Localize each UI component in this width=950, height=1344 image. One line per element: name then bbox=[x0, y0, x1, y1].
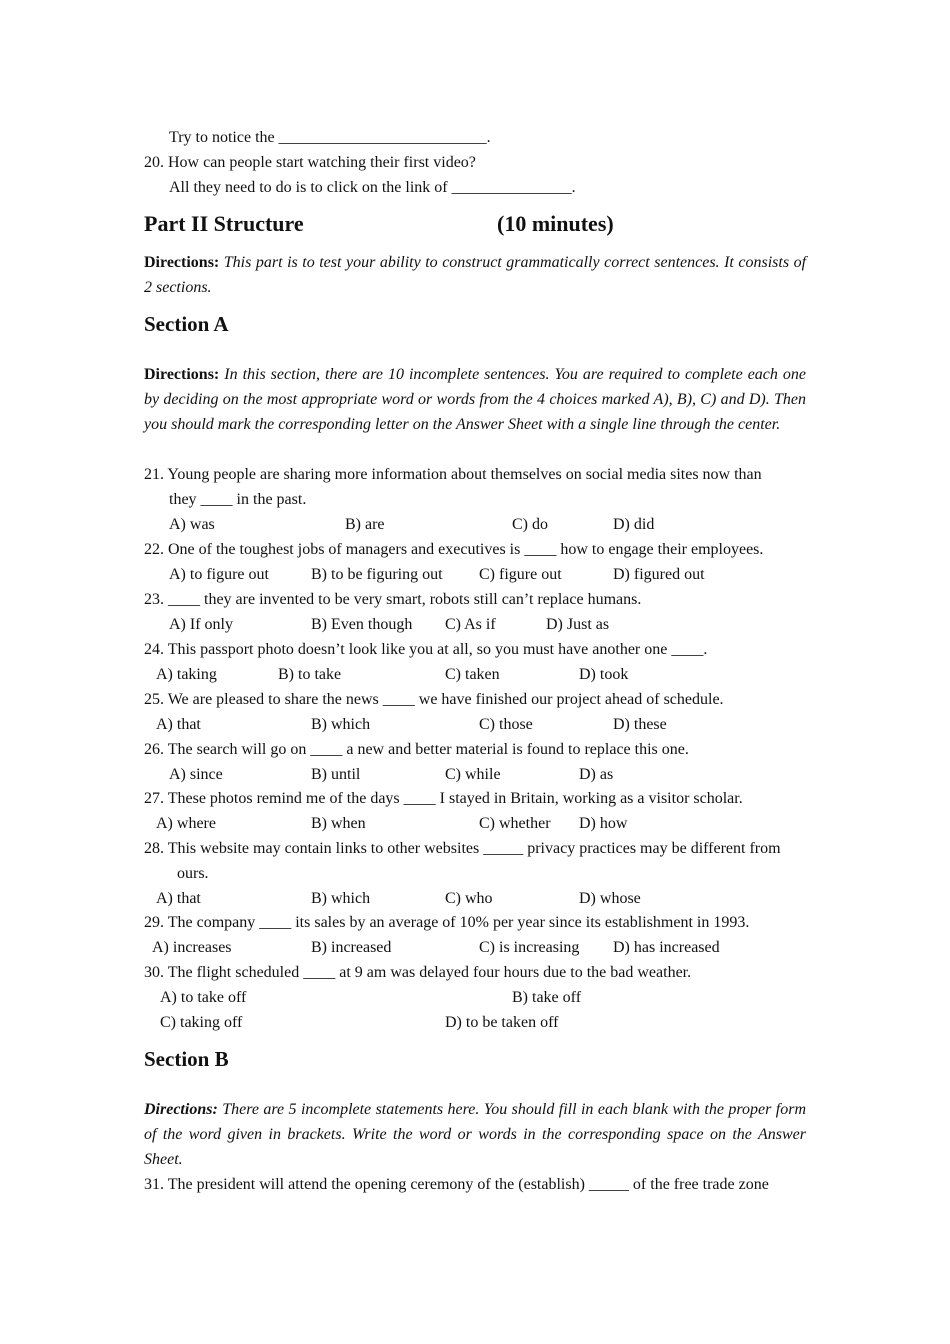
q24-option-c: C) taken bbox=[445, 666, 500, 683]
q30-option-b: B) take off bbox=[512, 989, 582, 1006]
q31-stem: 31. The president will attend the opening ceremony of the (establish) _____ of the free trade zone bbox=[144, 1176, 769, 1193]
q21-option-c: C) do bbox=[512, 516, 548, 533]
q20-answer-line: All they need to do is to click on the link of _______________. bbox=[169, 179, 576, 196]
q26-stem: 26. The search will go on ____ a new and better material is found to replace this one. bbox=[144, 741, 689, 758]
q23-option-b: B) Even though bbox=[311, 616, 413, 633]
directions-label: Directions: bbox=[144, 254, 220, 271]
q30-option-a: A) to take off bbox=[160, 989, 247, 1006]
section-a-title: Section A bbox=[144, 312, 229, 336]
q29-option-c: C) is increasing bbox=[479, 939, 580, 956]
q22-option-b: B) to be figuring out bbox=[311, 566, 443, 583]
q24-option-d: D) took bbox=[579, 666, 629, 683]
directions-text: There are 5 incomplete statements here. You should fill in each blank with the proper form of the word given in brackets. Write the word or words in the corresponding space on the Answer Sheet. bbox=[144, 1101, 807, 1168]
q30-option-d: D) to be taken off bbox=[445, 1014, 559, 1031]
directions-label: Directions: bbox=[144, 1101, 218, 1118]
part2-time: (10 minutes) bbox=[497, 211, 614, 236]
directions-text: In this section, there are 10 incomplete sentences. You are required to complete each one by deciding on the most appropriate word or words from the 4 choices marked A), B), C) and D). Then you should mark the corresponding letter on the Answer Sheet with a single line through the center. bbox=[144, 366, 807, 433]
q27-option-d: D) how bbox=[579, 815, 628, 832]
q29-option-b: B) increased bbox=[311, 939, 392, 956]
q25-option-b: B) which bbox=[311, 716, 371, 733]
q28-stem-cont: ours. bbox=[177, 865, 209, 882]
section-a-directions bbox=[144, 362, 806, 437]
q29-stem: 29. The company ____ its sales by an average of 10% per year since its establishment in 1993. bbox=[144, 914, 750, 931]
q28-option-a: A) that bbox=[156, 890, 201, 907]
q26-option-b: B) until bbox=[311, 766, 361, 783]
q25-option-c: C) those bbox=[479, 716, 533, 733]
q26-option-a: A) since bbox=[169, 766, 223, 783]
q25-option-a: A) that bbox=[156, 716, 201, 733]
q23-option-a: A) If only bbox=[169, 616, 233, 633]
q23-stem: 23. ____ they are invented to be very smart, robots still can’t replace humans. bbox=[144, 591, 642, 608]
q22-option-a: A) to figure out bbox=[169, 566, 269, 583]
section-b-title: Section B bbox=[144, 1047, 229, 1071]
q22-option-c: C) figure out bbox=[479, 566, 562, 583]
part2-title: Part II Structure bbox=[144, 211, 304, 236]
q27-option-c: C) whether bbox=[479, 815, 551, 832]
q28-option-b: B) which bbox=[311, 890, 371, 907]
q28-option-c: C) who bbox=[445, 890, 493, 907]
q22-option-d: D) figured out bbox=[613, 566, 705, 583]
q27-option-b: B) when bbox=[311, 815, 366, 832]
q21-option-b: B) are bbox=[345, 516, 385, 533]
q21-stem-cont: they ____ in the past. bbox=[169, 491, 307, 508]
q21-stem: 21. Young people are sharing more information about themselves on social media sites now than bbox=[144, 466, 762, 483]
q23-option-d: D) Just as bbox=[546, 616, 610, 633]
q25-option-d: D) these bbox=[613, 716, 667, 733]
q26-option-d: D) as bbox=[579, 766, 614, 783]
q29-option-a: A) increases bbox=[152, 939, 232, 956]
q25-stem: 25. We are pleased to share the news ____ we have finished our project ahead of schedule. bbox=[144, 691, 724, 708]
q24-option-b: B) to take bbox=[278, 666, 342, 683]
q28-stem: 28. This website may contain links to other websites _____ privacy practices may be different from bbox=[144, 840, 781, 857]
q30-stem: 30. The flight scheduled ____ at 9 am was delayed four hours due to the bad weather. bbox=[144, 964, 692, 981]
q20-stem: 20. How can people start watching their first video? bbox=[144, 154, 476, 171]
q27-stem: 27. These photos remind me of the days ____ I stayed in Britain, working as a visitor scholar. bbox=[144, 790, 743, 807]
q22-stem: 22. One of the toughest jobs of managers and executives is ____ how to engage their employees. bbox=[144, 541, 764, 558]
q19-answer-line: Try to notice the __________________________. bbox=[169, 129, 491, 146]
q29-option-d: D) has increased bbox=[613, 939, 720, 956]
q23-option-c: C) As if bbox=[445, 616, 496, 633]
q24-option-a: A) taking bbox=[156, 666, 217, 683]
q21-option-a: A) was bbox=[169, 516, 215, 533]
directions-text: This part is to test your ability to construct grammatically correct sentences. It consists of 2 sections. bbox=[144, 254, 807, 296]
q30-option-c: C) taking off bbox=[160, 1014, 243, 1031]
q26-option-c: C) while bbox=[445, 766, 501, 783]
part2-directions bbox=[144, 250, 806, 300]
directions-label: Directions: bbox=[144, 366, 220, 383]
q27-option-a: A) where bbox=[156, 815, 216, 832]
section-b-directions bbox=[144, 1097, 806, 1172]
q21-option-d: D) did bbox=[613, 516, 655, 533]
q24-stem: 24. This passport photo doesn’t look like you at all, so you must have another one ____. bbox=[144, 641, 708, 658]
q28-option-d: D) whose bbox=[579, 890, 641, 907]
